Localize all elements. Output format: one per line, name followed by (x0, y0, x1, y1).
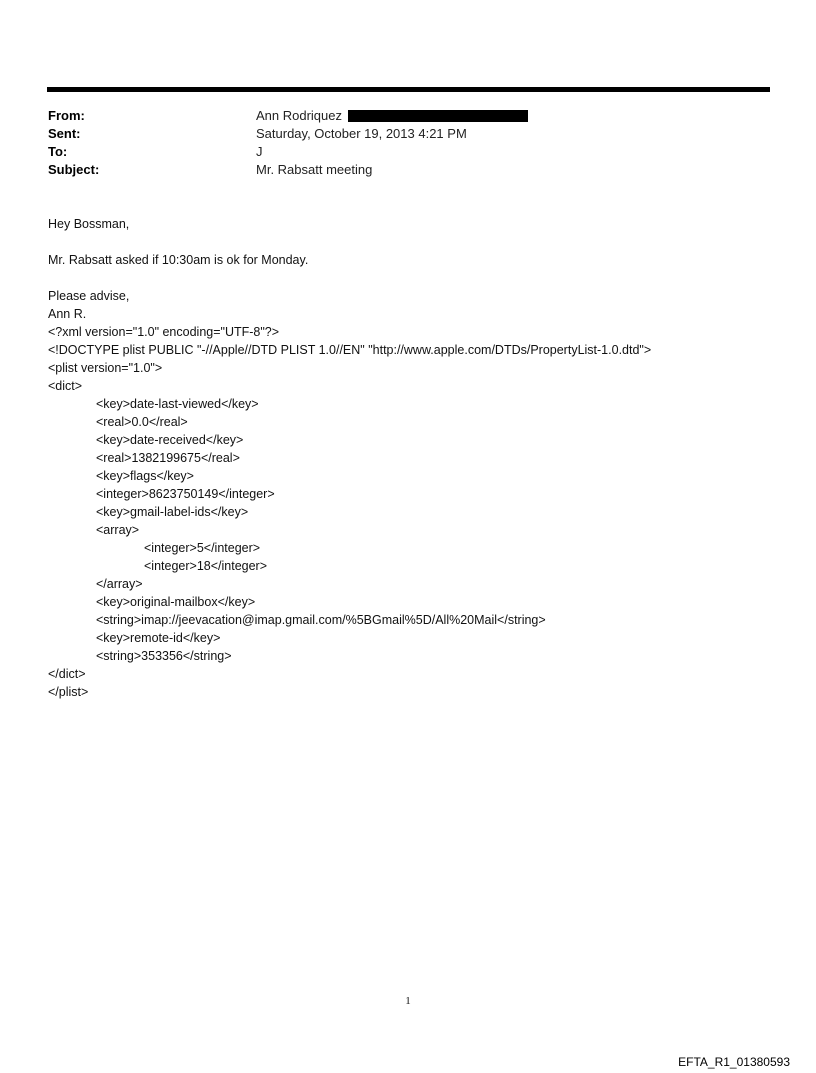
bates-number: EFTA_R1_01380593 (678, 1055, 790, 1069)
sent-label: Sent: (48, 126, 81, 141)
subject-value: Mr. Rabsatt meeting (256, 162, 373, 177)
sent-row (48, 125, 768, 143)
page-number: 1 (405, 995, 411, 1007)
to-value: J (256, 144, 263, 159)
email-body (48, 215, 778, 701)
from-value (256, 107, 528, 125)
xml-line: <key>gmail-label-ids</key> (96, 505, 249, 519)
xml-line: <real>1382199675</real> (96, 451, 240, 465)
xml-line: </dict> (48, 667, 86, 681)
from-label: From: (48, 108, 85, 123)
greeting: Hey Bossman, (48, 217, 130, 231)
from-name: Ann Rodriquez (256, 108, 342, 123)
xml-line: </array> (96, 577, 143, 591)
xml-line: <array> (96, 523, 140, 537)
xml-line: <integer>5</integer> (144, 541, 261, 555)
signature: Ann R. (48, 307, 87, 321)
subject-label: Subject: (48, 162, 100, 177)
xml-line: <string>imap://jeevacation@imap.gmail.com/%5BGmail%5D/All%20Mail</string> (96, 613, 546, 627)
from-row (48, 107, 768, 125)
header-divider (47, 87, 770, 92)
sent-value: Saturday, October 19, 2013 4:21 PM (256, 126, 467, 141)
xml-line: <dict> (48, 379, 83, 393)
xml-line: <key>date-received</key> (96, 433, 244, 447)
xml-line: <key>remote-id</key> (96, 631, 221, 645)
to-label: To: (48, 144, 68, 159)
xml-line: <integer>18</integer> (144, 559, 268, 573)
xml-line: <string>353356</string> (96, 649, 232, 663)
xml-line: </plist> (48, 685, 89, 699)
xml-line: <key>date-last-viewed</key> (96, 397, 259, 411)
subject-row (48, 161, 768, 179)
closing: Please advise, (48, 289, 130, 303)
xml-line: <real>0.0</real> (96, 415, 188, 429)
xml-line: <key>flags</key> (96, 469, 194, 483)
xml-line: <plist version="1.0"> (48, 361, 163, 375)
to-row (48, 143, 768, 161)
xml-line: <integer>8623750149</integer> (96, 487, 275, 501)
xml-line: <?xml version="1.0" encoding="UTF-8"?> (48, 325, 280, 339)
redaction-bar (348, 110, 528, 122)
message: Mr. Rabsatt asked if 10:30am is ok for Monday. (48, 253, 309, 267)
email-header (48, 107, 768, 179)
xml-line: <key>original-mailbox</key> (96, 595, 256, 609)
xml-line: <!DOCTYPE plist PUBLIC "-//Apple//DTD PLIST 1.0//EN" "http://www.apple.com/DTDs/PropertyList-1.0.dtd"> (48, 343, 652, 357)
